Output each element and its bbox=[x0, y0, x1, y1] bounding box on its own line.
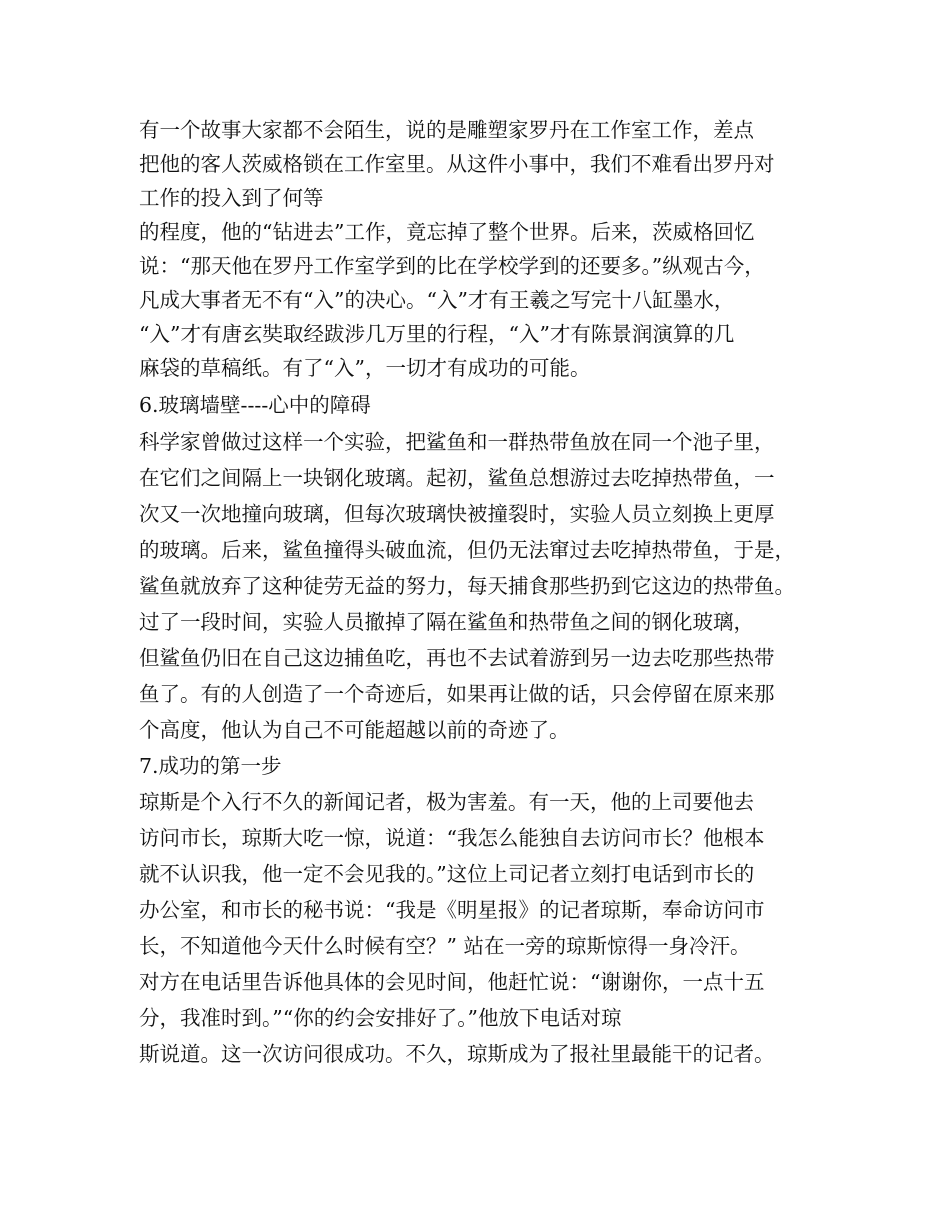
text-line: 次又一次地撞向玻璃，但每次玻璃快被撞裂时，实验人员立刻换上更厚 bbox=[139, 502, 775, 526]
text-line: 说：“那天他在罗丹工作室学到的比在学校学到的还要多。”纵观古今， bbox=[139, 254, 765, 278]
text-line: 个高度，他认为自己不可能超越以前的奇迹了。 bbox=[139, 718, 570, 742]
text-line: 把他的客人茨威格锁在工作室里。从这件小事中，我们不难看出罗丹对 bbox=[139, 152, 775, 176]
text-line: 对方在电话里告诉他具体的会见时间，他赶忙说：“谢谢你，一点十五 bbox=[139, 970, 765, 994]
text-line: 访问市长，琼斯大吃一惊，说道：“我怎么能独自去访问市长？他根本 bbox=[139, 826, 765, 850]
section-heading: 7.成功的第一步 bbox=[139, 754, 282, 778]
text-line: 有一个故事大家都不会陌生，说的是雕塑家罗丹在工作室工作，差点 bbox=[139, 118, 754, 142]
text-line: 工作的投入到了何等 bbox=[139, 186, 324, 210]
text-line: 分，我准时到。”“你的约会安排好了。”他放下电话对琼 bbox=[139, 1006, 622, 1030]
text-line: “入”才有唐玄奘取经跋涉几万里的行程，“入”才有陈景润演算的几 bbox=[139, 322, 735, 346]
text-line: 就不认识我，他一定不会见我的。”这位上司记者立刻打电话到市长的 bbox=[139, 862, 755, 886]
text-line: 但鲨鱼仍旧在自己这边捕鱼吃，再也不去试着游到另一边去吃那些热带 bbox=[139, 646, 775, 670]
text-line: 办公室，和市长的秘书说：“我是《明星报》的记者琼斯，奉命访问市 bbox=[139, 898, 765, 922]
text-line: 在它们之间隔上一块钢化玻璃。起初，鲨鱼总想游过去吃掉热带鱼，一 bbox=[139, 466, 775, 490]
text-line: 科学家曾做过这样一个实验，把鲨鱼和一群热带鱼放在同一个池子里， bbox=[139, 430, 775, 454]
text-line: 凡成大事者无不有“入”的决心。“入”才有王羲之写完十八缸墨水， bbox=[139, 288, 735, 312]
text-line: 的玻璃。后来，鲨鱼撞得头破血流，但仍无法窜过去吃掉热带鱼，于是， bbox=[139, 538, 795, 562]
text-line: 鲨鱼就放弃了这种徒劳无益的努力，每天捕食那些扔到它这边的热带鱼。 bbox=[139, 574, 795, 598]
section-heading: 6.玻璃墙壁----心中的障碍 bbox=[139, 393, 371, 417]
text-line: 鱼了。有的人创造了一个奇迹后，如果再让做的话，只会停留在原来那 bbox=[139, 682, 775, 706]
text-line: 麻袋的草稿纸。有了“入”，一切才有成功的可能。 bbox=[139, 356, 591, 380]
text-line: 过了一段时间，实验人员撤掉了隔在鲨鱼和热带鱼之间的钢化玻璃， bbox=[139, 610, 754, 634]
text-line: 斯说道。这一次访问很成功。不久，琼斯成为了报社里最能干的记者。 bbox=[139, 1042, 775, 1066]
text-line: 长，不知道他今天什么时候有空？” 站在一旁的琼斯惊得一身冷汗。 bbox=[139, 934, 751, 958]
text-line: 的程度，他的“钻进去”工作，竟忘掉了整个世界。后来，茨威格回忆 bbox=[139, 220, 755, 244]
text-line: 琼斯是个入行不久的新闻记者，极为害羞。有一天，他的上司要他去 bbox=[139, 790, 754, 814]
